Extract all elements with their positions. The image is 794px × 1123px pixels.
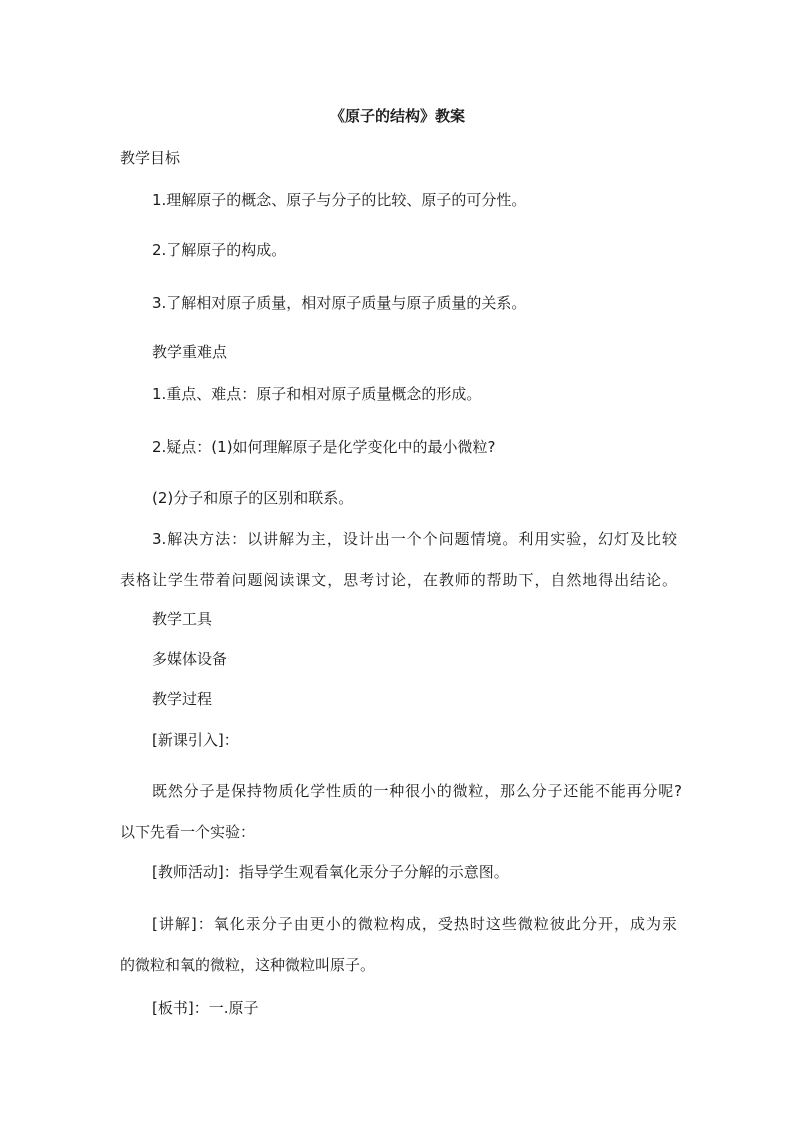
paragraph: 以下先看一个实验： xyxy=(120,823,256,841)
paragraph xyxy=(152,781,682,801)
paragraph: 多媒体设备 xyxy=(152,650,228,668)
section-heading-process: 教学过程 xyxy=(152,690,213,708)
paragraph xyxy=(120,570,677,590)
paragraph-line: [讲解]：氧化汞分子由更小的微粒构成，受热时这些微粒彼此分开，成为汞 xyxy=(152,915,677,933)
section-heading-key-points: 教学重难点 xyxy=(152,343,228,361)
paragraph-line: 表格让学生带着问题阅读课文，思考讨论，在教师的帮助下，自然地得出结论。 xyxy=(120,571,677,589)
paragraph: 的微粒和氧的微粒，这种微粒叫原子。 xyxy=(120,956,376,974)
paragraph: 1.重点、难点：原子和相对原子质量概念的形成。 xyxy=(152,385,482,403)
paragraph: [教师活动]：指导学生观看氧化汞分子分解的示意图。 xyxy=(152,863,509,881)
section-heading-tools: 教学工具 xyxy=(152,610,213,628)
paragraph: 2.了解原子的构成。 xyxy=(152,241,287,259)
paragraph: (2)分子和原子的区别和联系。 xyxy=(152,489,354,507)
document-title: 《原子的结构》教案 xyxy=(330,107,466,125)
paragraph: [新课引入]： xyxy=(152,731,239,749)
paragraph xyxy=(152,529,677,549)
paragraph xyxy=(152,914,677,934)
paragraph-line: 既然分子是保持物质化学性质的一种很小的微粒，那么分子还能不能再分呢? xyxy=(152,782,682,800)
paragraph: 2.疑点：(1)如何理解原子是化学变化中的最小微粒? xyxy=(152,438,496,456)
paragraph: [板书]：一.原子 xyxy=(152,999,259,1017)
paragraph: 3.了解相对原子质量，相对原子质量与原子质量的关系。 xyxy=(152,294,527,312)
paragraph: 1.理解原子的概念、原子与分子的比较、原子的可分性。 xyxy=(152,191,527,209)
paragraph-line: 3.解决方法：以讲解为主，设计出一个个问题情境。利用实验，幻灯及比较 xyxy=(152,530,677,548)
section-heading-objectives: 教学目标 xyxy=(120,149,181,167)
